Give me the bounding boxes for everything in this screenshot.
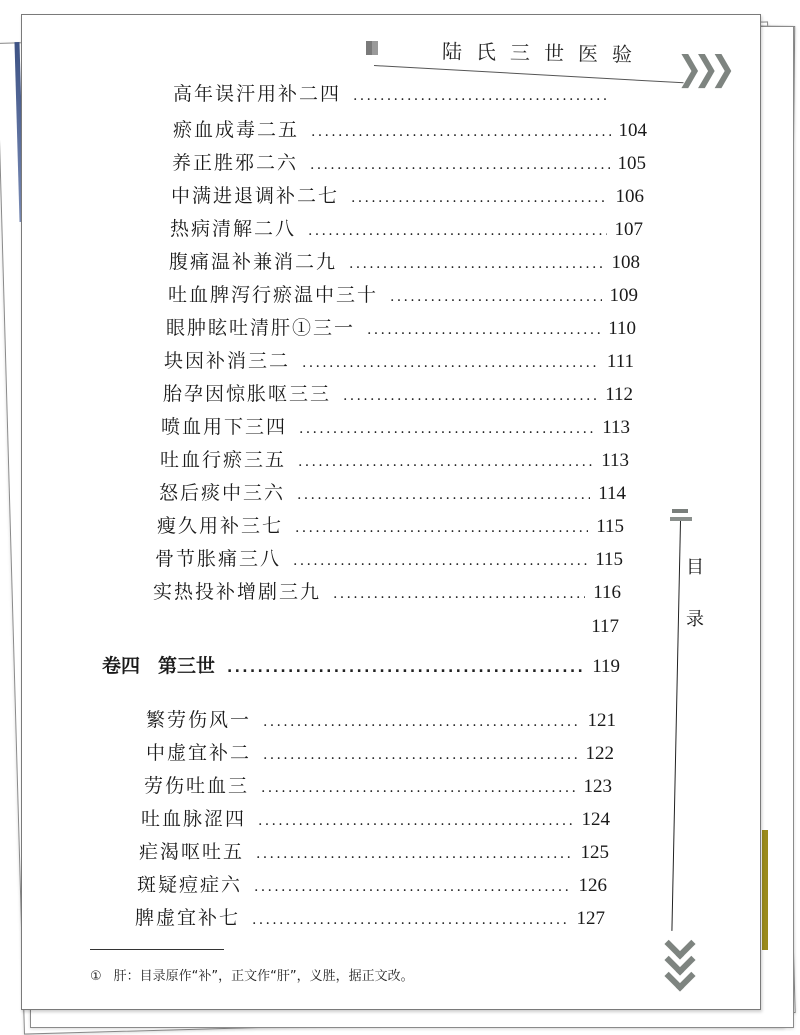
volume-title: 第三世 (158, 655, 216, 677)
toc-entry-title: 吐血行瘀三五 (160, 449, 287, 471)
volume-label: 卷四 (102, 655, 141, 677)
dot-leader (343, 388, 597, 404)
toc-entry-page: 125 (580, 842, 609, 863)
toc-entry-title: 块因补消三二 (164, 350, 291, 372)
toc-entry-page: 113 (601, 450, 629, 471)
toc-entry[interactable] (141, 804, 610, 831)
toc-entry-title: 胎孕因惊胀呕三三 (163, 383, 332, 405)
toc-entry[interactable] (166, 313, 636, 340)
side-tab-char: 目 (686, 557, 704, 578)
dot-leader (333, 586, 585, 602)
book-spine-edge (762, 830, 768, 950)
toc-entry-title: 中虚宜补二 (146, 742, 252, 764)
footnote-text: 肝：目录原作“补”，正文作“肝”，义胜，据正文改。 (113, 969, 414, 984)
book-page (21, 14, 761, 1010)
toc-entry[interactable] (157, 511, 624, 538)
toc-entry[interactable] (169, 247, 640, 274)
dot-leader (353, 88, 606, 104)
book-title: 陆氏三世医验 (441, 39, 647, 67)
toc-entry[interactable] (161, 412, 630, 439)
toc-entry-page: 126 (578, 875, 607, 896)
toc-entry[interactable] (172, 148, 646, 175)
toc-entry-page: 127 (576, 908, 605, 929)
dot-leader (351, 190, 607, 206)
toc-entry-page: 110 (608, 318, 636, 339)
toc-entry[interactable] (146, 738, 614, 765)
dot-leader (311, 124, 610, 140)
toc-entry-page: 119 (592, 656, 620, 677)
toc-entry-title: 怒后痰中三六 (159, 482, 286, 504)
toc-entry-page: 112 (605, 384, 633, 405)
dot-leader (367, 322, 600, 338)
toc-entry-title: 疟渴呕吐五 (139, 841, 245, 863)
dot-leader (258, 813, 573, 829)
toc-entry-title: 腹痛温补兼消二九 (169, 251, 338, 273)
toc-entry-title: 斑疑痘症六 (137, 874, 243, 896)
dot-leader (293, 553, 587, 569)
toc-entry[interactable] (173, 115, 647, 142)
toc-entry[interactable] (170, 214, 643, 241)
table-of-contents (22, 15, 760, 1009)
toc-entry-page-trailing (153, 611, 619, 638)
footnote-rule (90, 949, 224, 950)
toc-entry-title: 吐血脾泻行瘀温中三十 (168, 284, 379, 306)
toc-entry-page: 107 (614, 219, 643, 240)
dot-leader (298, 454, 593, 470)
dot-leader (310, 157, 609, 173)
toc-entry-page: 104 (618, 120, 647, 141)
toc-entry-page: 111 (606, 351, 634, 372)
dot-leader (263, 714, 579, 730)
side-tab-char: 录 (686, 609, 704, 630)
dot-leader (297, 487, 590, 503)
toc-entry-page: 113 (602, 417, 630, 438)
toc-entry[interactable] (139, 837, 609, 864)
toc-entry-title: 高年误汗用补二四 (173, 83, 342, 105)
toc-entry[interactable] (137, 870, 607, 897)
toc-entry-title: 脾虚宜补七 (135, 907, 241, 929)
dot-leader (252, 912, 568, 928)
toc-entry-page: 116 (593, 582, 621, 603)
dot-leader (295, 520, 588, 536)
dot-leader (261, 780, 575, 796)
toc-entry[interactable] (171, 181, 644, 208)
toc-entry-page: 117 (591, 616, 619, 637)
toc-entry-page: 114 (598, 483, 626, 504)
dot-leader (254, 879, 570, 895)
toc-entry-page: 105 (617, 153, 646, 174)
toc-entry-title: 养正胜邪二六 (172, 152, 299, 174)
dot-leader (263, 747, 577, 763)
dot-leader (390, 289, 601, 305)
toc-entry[interactable] (168, 280, 638, 307)
toc-entry[interactable] (153, 577, 621, 604)
toc-entry-title: 中满进退调补二七 (171, 185, 340, 207)
toc-entry-title: 瘦久用补三七 (157, 515, 284, 537)
toc-entry[interactable] (159, 478, 626, 505)
toc-entry[interactable] (146, 705, 616, 732)
dot-leader (299, 421, 594, 437)
toc-entry-title: 热病清解二八 (170, 218, 297, 240)
toc-entry-title: 繁劳伤风一 (146, 709, 252, 731)
dot-leader (227, 660, 584, 676)
toc-entry[interactable] (135, 903, 605, 930)
toc-volume-heading[interactable] (102, 651, 620, 678)
toc-entry[interactable] (144, 771, 612, 798)
toc-entry-title: 劳伤吐血三 (144, 775, 250, 797)
toc-entry-page: 115 (596, 516, 624, 537)
toc-entry-page: 121 (587, 710, 616, 731)
toc-entry-title: 眼肿眩吐清肝①三一 (166, 317, 356, 339)
dot-leader (256, 846, 572, 862)
dot-leader (302, 355, 599, 371)
toc-entry-title: 实热投补增剧三九 (153, 581, 322, 603)
toc-entry[interactable] (155, 544, 623, 571)
chevron-right-icon: ❯❯❯ (676, 49, 727, 89)
toc-entry-page: 122 (585, 743, 614, 764)
tab-mark-icon (672, 509, 688, 513)
toc-entry-page: 115 (595, 549, 623, 570)
dot-leader (308, 223, 606, 239)
toc-entry[interactable] (163, 379, 633, 406)
toc-entry[interactable] (173, 79, 643, 106)
toc-entry-title: 瘀血成毒二五 (173, 119, 300, 141)
toc-entry-page: 108 (611, 252, 640, 273)
footnote-marker: ① (90, 969, 102, 984)
toc-entry[interactable] (164, 346, 634, 373)
dot-leader (349, 256, 603, 272)
toc-entry-title: 骨节胀痛三八 (155, 548, 282, 570)
toc-entry-page: 106 (615, 186, 644, 207)
footnote (90, 965, 414, 984)
toc-entry-page: 124 (581, 809, 610, 830)
toc-entry-page: 109 (609, 285, 638, 306)
tab-vertical-rule (671, 521, 681, 931)
section-side-tab (662, 509, 722, 989)
toc-entry-page: 123 (583, 776, 612, 797)
chevron-down-icon (666, 933, 694, 987)
toc-entry-title: 吐血脉涩四 (141, 808, 247, 830)
toc-entry[interactable] (160, 445, 629, 472)
toc-entry-title: 喷血用下三四 (161, 416, 288, 438)
